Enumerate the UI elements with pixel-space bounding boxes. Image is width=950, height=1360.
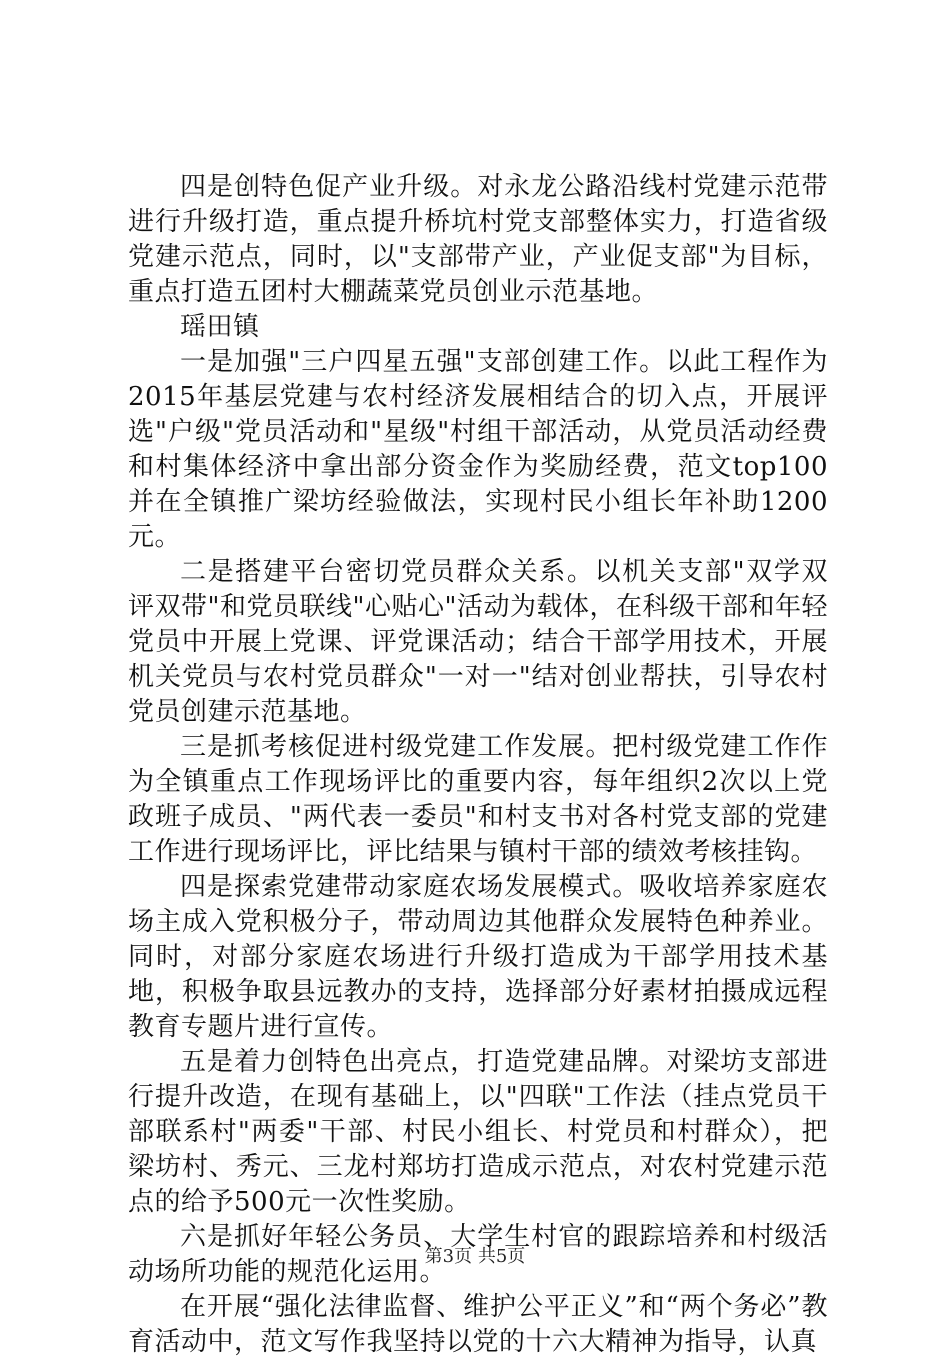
paragraph-assessment: 三是抓考核促进村级党建工作发展。把村级党建工作作为全镇重点工作现场评比的重要内容，每年组织2次以上党政班子成员、"两代表一委员"和村支书对各村党支部的党建工作进行现场评比，评比结果与镇村干部的绩效考核挂钩。 bbox=[128, 732, 828, 867]
paragraph-branch-building: 一是加强"三户四星五强"支部创建工作。以此工程作为2015年基层党建与农村经济发展相结合的切入点，开展评选"户级"党员活动和"星级"村组干部活动，从党员活动经费和村集体经济中拿出部分资金作为奖励经费，范文top100并在全镇推广梁坊经验做法，实现村民小组长年补助1200元。 bbox=[128, 347, 828, 552]
paragraph-industry-upgrade: 四是创特色促产业升级。对永龙公路沿线村党建示范带进行升级打造，重点提升桥坑村党支部整体实力，打造省级党建示范点，同时，以"支部带产业，产业促支部"为目标，重点打造五团村大棚蔬菜党员创业示范基地。 bbox=[128, 172, 828, 307]
paragraph-platform-relations: 二是搭建平台密切党员群众关系。以机关支部"双学双评双带"和党员联线"心贴心"活动为载体，在科级干部和年轻党员中开展上党课、评党课活动；结合干部学用技术，开展机关党员与农村党员群众"一对一"结对创业帮扶，引导农村党员创建示范基地。 bbox=[128, 557, 828, 727]
page-number-footer: 第3页 共5页 bbox=[424, 1246, 526, 1267]
document-body bbox=[128, 170, 828, 1360]
paragraph-education-activity: 在开展“强化法律监督、维护公平正义”和“两个务必”教育活动中，范文写作我坚持以党的十六大精神为指导，认真 bbox=[128, 1292, 828, 1357]
paragraph-family-farm: 四是探索党建带动家庭农场发展模式。吸收培养家庭农场主成入党积极分子，带动周边其他群众发展特色种养业。同时，对部分家庭农场进行升级打造成为干部学用技术基地，积极争取县远教办的支持，选择部分好素材拍摄成远程教育专题片进行宣传。 bbox=[128, 872, 828, 1042]
paragraph-party-brand: 五是着力创特色出亮点，打造党建品牌。对梁坊支部进行提升改造，在现有基础上，以"四联"工作法（挂点党员干部联系村"两委"干部、村民小组长、村党员和村群众），把梁坊村、秀元、三龙村郑坊打造成示范点，对农村党建示范点的给予500元一次性奖励。 bbox=[128, 1047, 828, 1217]
paragraph-young-officials: 六是抓好年轻公务员、大学生村官的跟踪培养和村级活动场所功能的规范化运用。 bbox=[128, 1222, 828, 1287]
section-heading-yaotian-town: 瑶田镇 bbox=[180, 312, 260, 342]
